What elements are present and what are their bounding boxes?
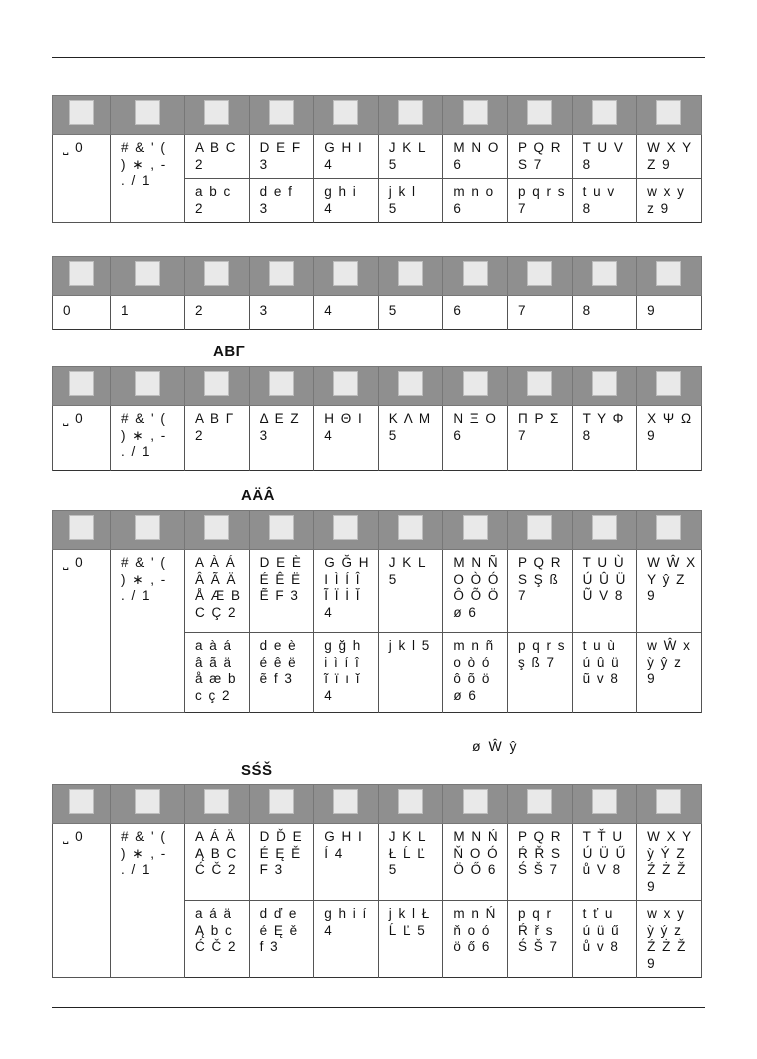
cell-key-5-lower: j k l Ł Ĺ Ľ 5 — [388, 906, 431, 938]
cell-key-6-upper: M N Ñ O Ò Ó Ô Õ Ö ø 6 — [453, 555, 500, 620]
cell-key-2-lower: a á ä Ą b c Ć Č 2 — [195, 906, 238, 954]
cell-key-5-upper: J K L Ł Ĺ Ľ 5 — [388, 829, 428, 877]
key-2-icon — [204, 371, 229, 396]
key-8-icon — [592, 371, 617, 396]
key-9-icon — [656, 371, 681, 396]
key-5-icon — [398, 371, 423, 396]
key-0-icon — [69, 371, 94, 396]
key-4-icon — [333, 100, 358, 125]
cell-key-1: # & ' ( ) ∗ , - . / 1 — [121, 829, 167, 877]
upper-row — [53, 135, 702, 179]
key-7-icon — [527, 371, 552, 396]
digits-table — [52, 256, 702, 330]
latin-charset-table — [52, 95, 702, 223]
key-6-icon — [463, 789, 488, 814]
key-4-icon — [333, 789, 358, 814]
key-5-icon — [398, 261, 423, 286]
key-7-icon — [527, 261, 552, 286]
cell-key-7-upper: Π Ρ Σ 7 — [517, 411, 560, 443]
key-5-icon — [398, 789, 423, 814]
key-2-icon — [204, 261, 229, 286]
key-0-icon — [69, 261, 94, 286]
key-4-icon — [333, 261, 358, 286]
cell-key-6-lower: m n o 6 — [453, 184, 495, 216]
key-5-icon — [398, 515, 423, 540]
cell-digit-1: 1 — [121, 303, 131, 318]
cell-key-6-upper: Ν Ξ Ο 6 — [453, 411, 498, 443]
key-1-icon — [135, 100, 160, 125]
cell-key-6-lower: m n ñ o ò ó ô õ ö ø 6 — [453, 638, 495, 703]
cell-key-7-upper: P Q R S 7 — [517, 140, 562, 172]
key-8-icon — [592, 261, 617, 286]
cell-key-4-upper: Η Θ Ι 4 — [324, 411, 364, 443]
greek-section-label: ΑΒΓ — [213, 343, 246, 360]
cell-key-9-lower: w Ŵ x ỳ ŷ z 9 — [647, 638, 692, 686]
cell-key-4-lower: g ğ h i ì í î ĩ ï ı ĭ 4 — [324, 638, 362, 703]
key-3-icon — [269, 515, 294, 540]
upper-row — [53, 550, 702, 633]
key-9-icon — [656, 515, 681, 540]
central-charset-table — [52, 784, 702, 978]
cell-key-1: # & ' ( ) ∗ , - . / 1 — [121, 140, 167, 188]
key-6-icon — [463, 261, 488, 286]
key-9-icon — [656, 789, 681, 814]
cell-digit-8: 8 — [582, 303, 592, 318]
cell-digit-4: 4 — [324, 303, 334, 318]
cell-key-1: # & ' ( ) ∗ , - . / 1 — [121, 555, 167, 603]
cell-key-7-lower: p q r Ŕ ř s Ś Š 7 — [517, 906, 559, 954]
key-2-icon — [204, 100, 229, 125]
cell-key-5-lower: j k l 5 — [388, 638, 431, 653]
cell-key-9-upper: W Ŵ X Y ŷ Z 9 — [647, 555, 697, 603]
key-1-icon — [135, 789, 160, 814]
cell-key-2-upper: A Á Ä Ą B C Ć Č 2 — [195, 829, 238, 877]
western-section-label: AÄÂ — [241, 487, 275, 504]
digit-row — [53, 296, 702, 330]
cell-key-5-lower: j k l 5 — [388, 184, 417, 216]
cell-key-9-upper: Χ Ψ Ω 9 — [647, 411, 693, 443]
key-4-icon — [333, 371, 358, 396]
cell-key-0: ⎵ 0 — [63, 411, 85, 426]
key-1-icon — [135, 515, 160, 540]
top-rule — [52, 57, 705, 58]
cell-key-5-upper: Κ Λ Μ 5 — [388, 411, 432, 443]
cell-digit-7: 7 — [517, 303, 527, 318]
cell-key-9-upper: W X Y Z 9 — [647, 140, 693, 172]
key-7-icon — [527, 789, 552, 814]
cell-key-3-upper: D E F 3 — [259, 140, 302, 172]
cell-key-5-upper: J K L 5 — [388, 140, 428, 172]
key-1-icon — [135, 261, 160, 286]
cell-key-2-upper: Α Β Γ 2 — [195, 411, 235, 443]
cell-digit-6: 6 — [453, 303, 463, 318]
key-1-icon — [135, 371, 160, 396]
key-0-icon — [69, 789, 94, 814]
cell-key-7-lower: p q r s 7 — [517, 184, 566, 216]
key-header-row — [53, 785, 702, 824]
cell-key-2-lower: a à á â ã ä å æ b c ç 2 — [195, 638, 238, 703]
cell-key-8-lower: t u ù ú û ü ũ v 8 — [582, 638, 621, 686]
key-header-row — [53, 511, 702, 550]
cell-key-1: # & ' ( ) ∗ , - . / 1 — [121, 411, 167, 459]
key-0-icon — [69, 515, 94, 540]
cell-digit-2: 2 — [195, 303, 205, 318]
cell-key-4-upper: G Ğ H I Ì Í Î Ĩ Ï İ Ĭ 4 — [324, 555, 370, 620]
cell-key-0: ⎵ 0 — [63, 829, 85, 844]
key-header-row — [53, 257, 702, 296]
key-9-icon — [656, 100, 681, 125]
cell-key-4-lower: g h i í 4 — [324, 906, 368, 938]
cell-key-6-upper: M N O 6 — [453, 140, 500, 172]
key-2-icon — [204, 789, 229, 814]
key-3-icon — [269, 371, 294, 396]
cell-digit-0: 0 — [63, 303, 73, 318]
key-5-icon — [398, 100, 423, 125]
central-section-label: SŚŠ — [241, 762, 273, 779]
cell-key-2-lower: a b c 2 — [195, 184, 232, 216]
key-8-icon — [592, 789, 617, 814]
western-charset-table — [52, 510, 702, 713]
cell-key-3-upper: D E È É Ê Ë Ẽ F 3 — [259, 555, 303, 603]
key-3-icon — [269, 261, 294, 286]
cell-key-2-upper: A B C 2 — [195, 140, 238, 172]
key-6-icon — [463, 371, 488, 396]
cell-digit-3: 3 — [259, 303, 269, 318]
cell-key-3-lower: d ď e é Ę ě f 3 — [259, 906, 299, 954]
bottom-rule — [52, 1007, 705, 1008]
cell-key-5-upper: J K L 5 — [388, 555, 428, 587]
key-3-icon — [269, 100, 294, 125]
cell-key-0: ⎵ 0 — [63, 140, 85, 155]
cell-key-4-upper: G H I Í 4 — [324, 829, 364, 861]
cell-key-2-upper: A À Á Â Ã Ä Å Æ B C Ç 2 — [195, 555, 242, 620]
cell-key-8-upper: T Ť U Ú Ü Ű ů V 8 — [582, 829, 627, 877]
key-9-icon — [656, 261, 681, 286]
cell-key-4-upper: G H I 4 — [324, 140, 364, 172]
cell-key-7-upper: P Q R Ŕ Ř S Ś Š 7 — [517, 829, 562, 877]
key-8-icon — [592, 100, 617, 125]
cell-key-8-upper: T U Ù Ú Û Ü Ũ V 8 — [582, 555, 627, 603]
key-2-icon — [204, 515, 229, 540]
key-7-icon — [527, 515, 552, 540]
cell-key-7-upper: P Q R S Ş ß 7 — [517, 555, 562, 603]
cell-digit-9: 9 — [647, 303, 657, 318]
cell-key-9-upper: W X Y ỳ Ý Z Ź Ż Ž 9 — [647, 829, 693, 894]
cell-key-3-lower: d e è é ê ë ẽ f 3 — [259, 638, 298, 686]
upper-row — [53, 824, 702, 901]
cell-key-9-lower: w x y ỳ ý z Ź Ż Ž 9 — [647, 906, 687, 971]
key-6-icon — [463, 100, 488, 125]
cell-key-8-lower: t u v 8 — [582, 184, 616, 216]
key-4-icon — [333, 515, 358, 540]
cell-key-8-upper: T U V 8 — [582, 140, 625, 172]
cell-key-7-lower: p q r s ş ß 7 — [517, 638, 566, 670]
cell-digit-5: 5 — [388, 303, 398, 318]
key-header-row — [53, 96, 702, 135]
cell-key-3-lower: d e f 3 — [259, 184, 294, 216]
upper-row — [53, 406, 702, 471]
greek-charset-table — [52, 366, 702, 471]
cell-key-9-lower: w x y z 9 — [647, 184, 686, 216]
cell-key-6-lower: m n Ń ň o ó ö ő 6 — [453, 906, 497, 954]
cell-key-3-upper: Δ Ε Ζ 3 — [259, 411, 301, 443]
key-8-icon — [592, 515, 617, 540]
cell-key-8-lower: t ť u ú ü ű ů v 8 — [582, 906, 621, 954]
key-header-row — [53, 367, 702, 406]
key-3-icon — [269, 789, 294, 814]
cell-key-3-upper: D Ď E É Ę Ě F 3 — [259, 829, 304, 877]
key-0-icon — [69, 100, 94, 125]
cell-key-0: ⎵ 0 — [63, 555, 85, 570]
key-6-icon — [463, 515, 488, 540]
cell-key-4-lower: g h i 4 — [324, 184, 358, 216]
cell-key-8-upper: Τ Υ Φ 8 — [582, 411, 625, 443]
cell-key-6-upper: M N Ń Ň O Ó Ö Ő 6 — [453, 829, 500, 877]
key-7-icon — [527, 100, 552, 125]
additional-characters-note: ø Ŵ ŷ — [472, 738, 519, 754]
